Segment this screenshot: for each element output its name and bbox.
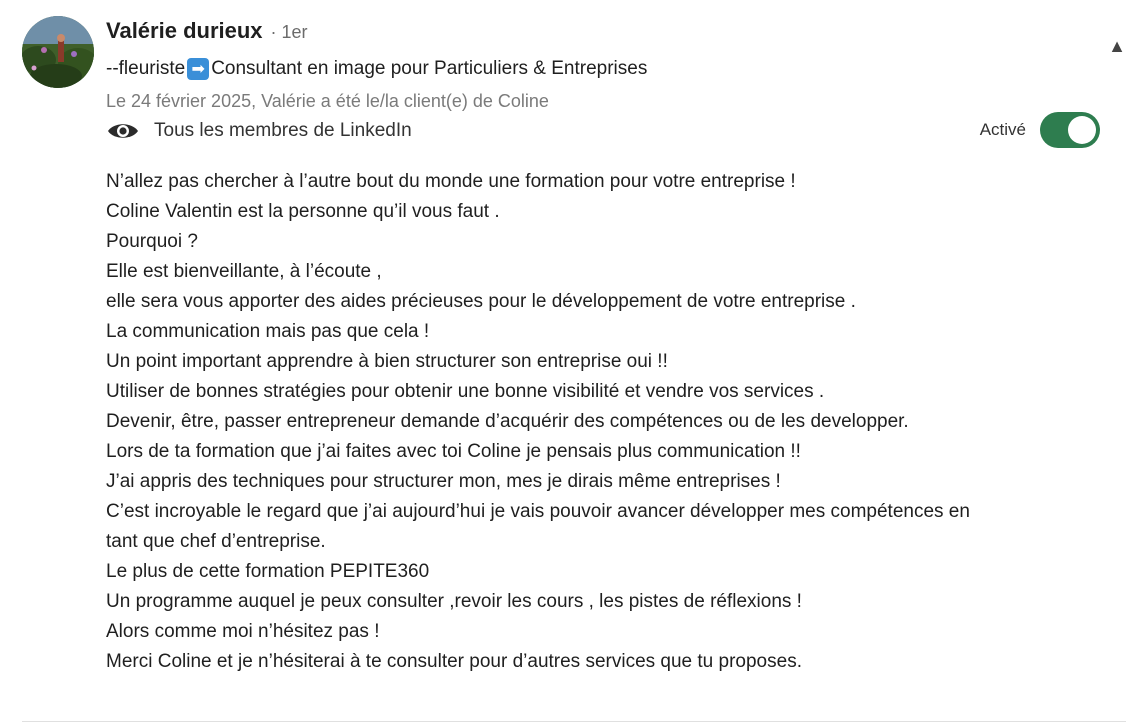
- eye-icon: [106, 120, 140, 142]
- scrollbar-caret-icon[interactable]: ▲: [1108, 36, 1126, 56]
- visibility-label: Tous les membres de LinkedIn: [154, 120, 412, 141]
- connection-degree: · 1er: [270, 22, 308, 42]
- recommendation-line: N’allez pas chercher à l’autre bout du monde une formation pour votre entreprise !: [106, 171, 796, 192]
- recommendation-line: Le plus de cette formation PEPITE360: [106, 561, 430, 582]
- recommendation-line: Un programme auquel je peux consulter ,revoir les cours , les pistes de réflexions !: [106, 591, 802, 612]
- recommendation-line: Merci Coline et je n’hésiterai à te consulter pour d’autres services que tu proposes.: [106, 651, 802, 672]
- visibility-row: [106, 116, 1106, 146]
- recommendation-line: Devenir, être, passer entrepreneur demande d’acquérir des compétences ou de les developper.: [106, 411, 909, 432]
- name-row: [106, 18, 1106, 52]
- recommender-header: [106, 18, 1106, 116]
- recommendation-text: [106, 167, 1106, 677]
- toggle-label: Activé: [979, 120, 1026, 139]
- recommender-name[interactable]: Valérie durieux: [106, 18, 263, 43]
- recommendation-line: Un point important apprendre à bien structurer son entreprise oui !!: [106, 351, 668, 372]
- recommendation-line: Pourquoi ?: [106, 231, 198, 252]
- recommendation-line: Coline Valentin est la personne qu’il vous faut .: [106, 201, 500, 222]
- headline-suffix: Consultant en image pour Particuliers & Entreprises: [211, 58, 648, 79]
- recommendation-line: elle sera vous apporter des aides précieuses pour le développement de votre entreprise .: [106, 291, 856, 312]
- recommendation-line: Elle est bienveillante, à l’écoute ,: [106, 261, 382, 282]
- arrow-right-icon: ➡: [187, 58, 209, 80]
- divider: [22, 721, 1126, 722]
- recommendation-line: J’ai appris des techniques pour structurer mon, mes je dirais même entreprises !: [106, 471, 781, 492]
- recommendation-line: Lors de ta formation que j’ai faites avec toi Coline je pensais plus communication !!: [106, 441, 801, 462]
- toggle-knob: [1068, 116, 1096, 144]
- show-on-profile-toggle[interactable]: [1040, 112, 1100, 148]
- headline-prefix: --fleuriste: [106, 58, 186, 79]
- avatar-photo: [22, 16, 94, 88]
- recommendation-line: La communication mais pas que cela !: [106, 321, 430, 342]
- recommendation-line: Utiliser de bonnes stratégies pour obtenir une bonne visibilité et vendre vos services .: [106, 381, 825, 402]
- recommendation-line: Alors comme moi n’hésitez pas !: [106, 621, 380, 642]
- recommendation-line: tant que chef d’entreprise.: [106, 531, 326, 552]
- recommendation-line: C’est incroyable le regard que j’ai aujourd’hui je vais pouvoir avancer développer mes compétences en: [106, 501, 970, 522]
- visibility-toggle-group: [980, 112, 1100, 148]
- relationship-line: Le 24 février 2025, Valérie a été le/la client(e) de Coline: [106, 91, 549, 111]
- recommender-headline: [106, 54, 1106, 84]
- avatar[interactable]: [22, 16, 94, 88]
